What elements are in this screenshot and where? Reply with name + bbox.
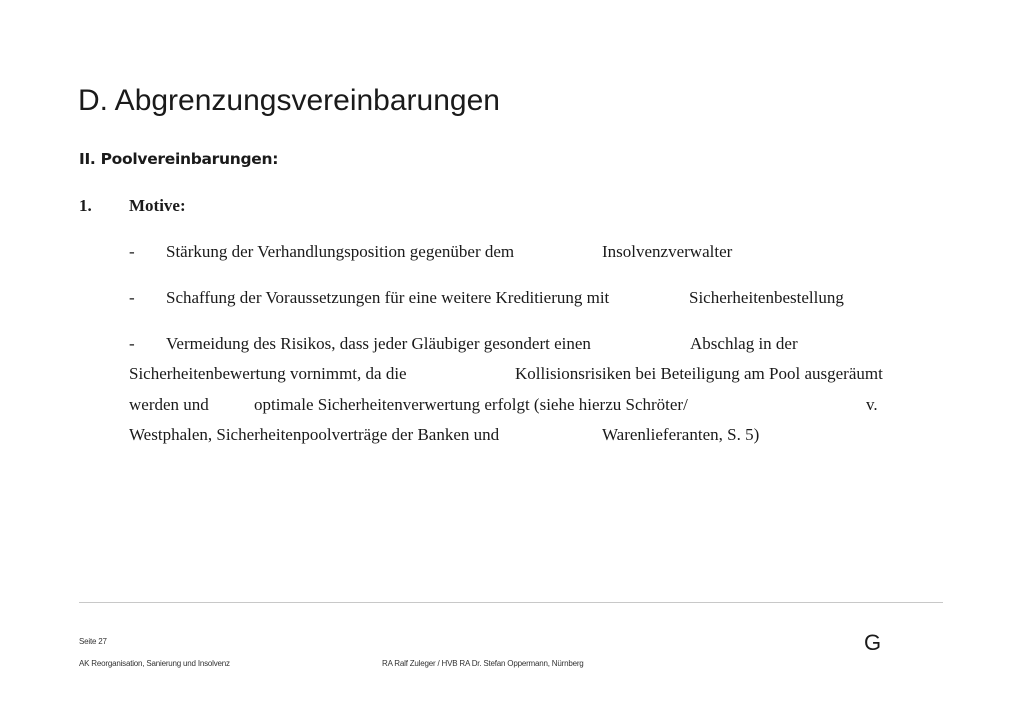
continuation-text: Sicherheitenbewertung vornimmt, da die	[129, 364, 407, 383]
continuation-text: Westphalen, Sicherheitenpoolverträge der Banken und	[129, 425, 500, 444]
section-label: Motive:	[129, 196, 186, 215]
continuation-text-middle: optimale Sicherheitenverwertung erfolgt (siehe hierzu Schröter/	[254, 395, 688, 414]
section-number: 1.	[79, 196, 92, 215]
bullet-text: Schaffung der Voraussetzungen für eine weitere Kreditierung mit	[166, 288, 610, 307]
continuation-text-tail: Warenlieferanten, S. 5)	[602, 425, 760, 444]
footer-authors: RA Ralf Zuleger / HVB RA Dr. Stefan Oppermann, Nürnberg	[382, 659, 584, 668]
page-number: Seite 27	[79, 637, 107, 646]
page-title: D. Abgrenzungsvereinbarungen	[78, 84, 500, 117]
bullet-text: Vermeidung des Risikos, dass jeder Gläubiger gesondert einen	[166, 334, 591, 353]
continuation-text-tail: Kollisionsrisiken bei Beteiligung am Pool ausgeräumt	[515, 364, 883, 383]
bullet-text: Stärkung der Verhandlungsposition gegenüber dem	[166, 242, 515, 261]
bullet-text-tail: Sicherheitenbestellung	[689, 288, 844, 307]
bullet-text-tail: Insolvenzverwalter	[602, 242, 733, 261]
bullet-text-tail: Abschlag in der	[690, 334, 798, 353]
logo-letter: G	[864, 630, 882, 655]
section-subtitle: II. Poolvereinbarungen:	[79, 150, 279, 168]
bullet-dash: -	[129, 334, 135, 353]
footer-divider	[79, 602, 943, 603]
bullet-dash: -	[129, 288, 135, 307]
bullet-dash: -	[129, 242, 135, 261]
footer-organization: AK Reorganisation, Sanierung und Insolvenz	[79, 659, 230, 668]
continuation-text: werden und	[129, 395, 209, 414]
continuation-text-tail: v.	[866, 395, 878, 414]
